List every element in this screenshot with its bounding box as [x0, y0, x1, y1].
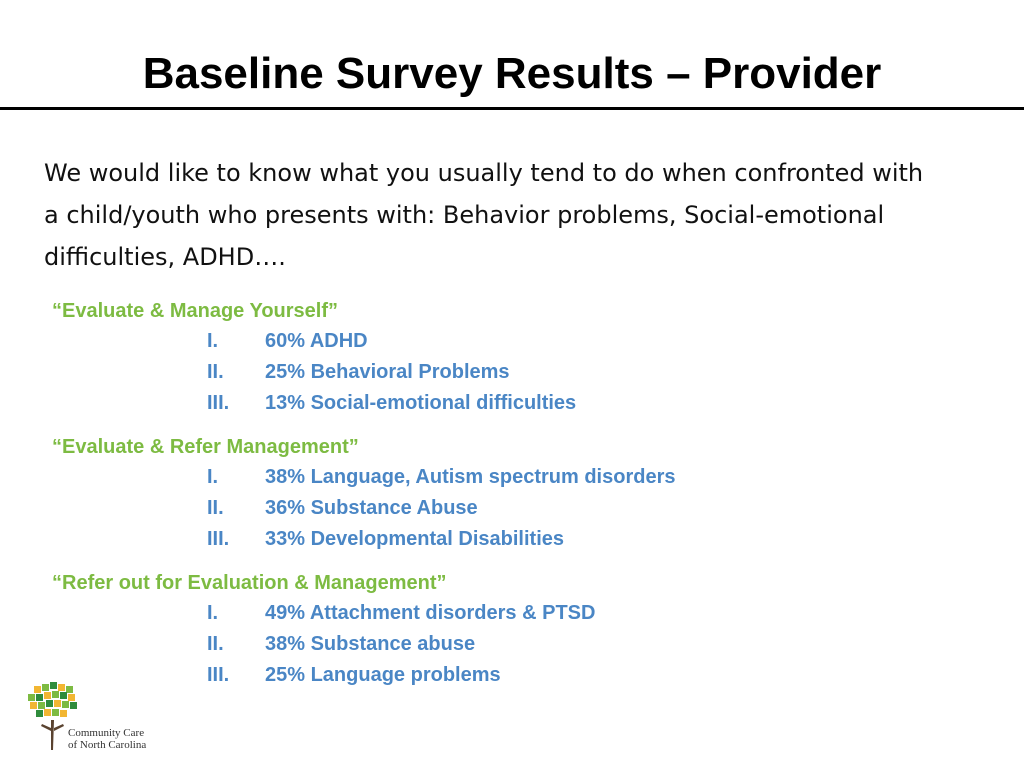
survey-results	[52, 296, 952, 704]
list-item	[52, 629, 952, 660]
section-heading: “Evaluate & Refer Management”	[52, 436, 359, 458]
result-section	[52, 296, 952, 419]
slide-title: Baseline Survey Results – Provider	[142, 49, 882, 98]
section-heading: “Evaluate & Manage Yourself”	[52, 300, 339, 322]
list-item-text: 38% Language, Autism spectrum disorders	[265, 466, 676, 488]
list-item	[52, 357, 952, 388]
logo-wordmark: Community Care of North Carolina	[68, 727, 147, 751]
list-item	[52, 524, 952, 555]
list-numeral: I.	[207, 602, 219, 624]
list-numeral: II.	[207, 361, 224, 383]
list-item	[52, 598, 952, 629]
list-item	[52, 493, 952, 524]
list-item-text: 25% Language problems	[265, 664, 501, 686]
list-item	[52, 660, 952, 691]
list-item-text: 25% Behavioral Problems	[265, 361, 510, 383]
list-item	[52, 326, 952, 357]
list-item-text: 33% Developmental Disabilities	[265, 528, 565, 550]
list-item-text: 36% Substance Abuse	[265, 497, 478, 519]
result-section	[52, 432, 952, 555]
list-numeral: III.	[207, 528, 230, 550]
list-item	[52, 388, 952, 419]
list-item-text: 38% Substance abuse	[265, 633, 476, 655]
list-numeral: II.	[207, 633, 224, 655]
list-item-text: 13% Social-emotional difficulties	[265, 392, 577, 414]
list-item-text: 49% Attachment disorders & PTSD	[265, 602, 596, 624]
result-section	[52, 568, 952, 691]
list-numeral: I.	[207, 330, 219, 352]
section-heading: “Refer out for Evaluation & Management”	[52, 572, 447, 594]
list-item-text: 60% ADHD	[265, 330, 368, 352]
title-divider	[0, 107, 1024, 110]
list-item	[52, 462, 952, 493]
list-numeral: I.	[207, 466, 219, 488]
list-numeral: II.	[207, 497, 224, 519]
list-numeral: III.	[207, 664, 230, 686]
list-numeral: III.	[207, 392, 230, 414]
intro-paragraph: We would like to know what you usually tend to do when confronted with a child/youth who presents with: Behavior problems, Social-emotional difficulties, ADHD….	[44, 159, 924, 271]
